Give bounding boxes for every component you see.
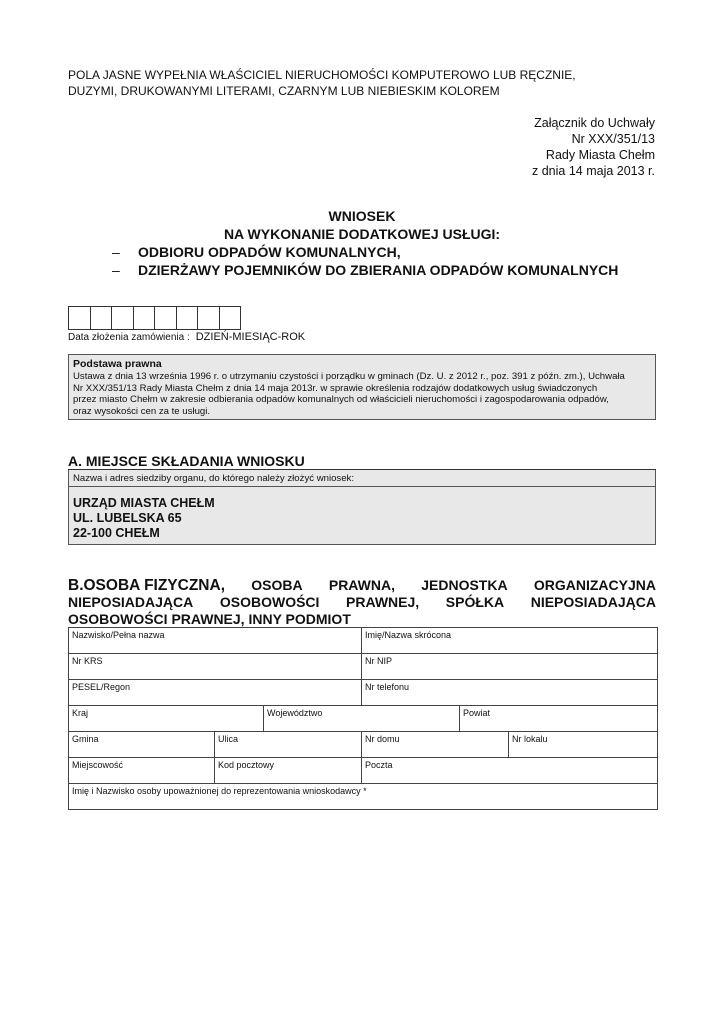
- field-label: Nr lokalu: [512, 734, 548, 744]
- table-row: [69, 706, 658, 732]
- office-address: [73, 496, 215, 541]
- table-row: [69, 628, 658, 654]
- section-b-word: PRAWNEJ,: [346, 594, 420, 610]
- annex-reference: [440, 115, 655, 179]
- date-digit-box[interactable]: [133, 306, 156, 330]
- field-label: Nr NIP: [365, 656, 393, 666]
- section-b-word: B.OSOBA FIZYCZNA,: [68, 577, 226, 594]
- order-date-boxes: [68, 306, 240, 330]
- section-a-label: Nazwa i adres siedziby organu, do którego należy złożyć wniosek:: [73, 473, 355, 484]
- field-label: Nr telefonu: [365, 682, 410, 692]
- annex-line: z dnia 14 maja 2013 r.: [532, 164, 655, 178]
- field-label: Imię i Nazwisko osoby upoważnionej do reprezentowania wnioskodawcy *: [72, 786, 367, 796]
- title-item-text: DZIERŻAWY POJEMNIKÓW DO ZBIERANIA ODPADÓW KOMUNALNYCH: [138, 262, 619, 278]
- annex-line: Rady Miasta Chełm: [545, 148, 655, 162]
- title-line-2: NA WYKONANIE DODATKOWEJ USŁUGI:: [223, 226, 501, 242]
- postal-code-field[interactable]: [215, 758, 362, 784]
- order-date-caption: Data złożenia zamówienia :: [68, 332, 190, 343]
- pesel-field[interactable]: [69, 680, 362, 706]
- instruction-line: DUZYMI, DRUKOWANYMI LITERAMI, CZARNYM LUB NIEBIESKIM KOLOREM: [68, 84, 500, 98]
- house-number-field[interactable]: [362, 732, 509, 758]
- section-b-title: [68, 577, 656, 628]
- date-digit-box[interactable]: [197, 306, 220, 330]
- commune-field[interactable]: [69, 732, 215, 758]
- address-line: 22-100 CHEŁM: [73, 526, 160, 540]
- legal-basis-box: [68, 354, 656, 420]
- field-label: Ulica: [218, 734, 239, 744]
- instruction-line: POLA JASNE WYPEŁNIA WŁAŚCICIEL NIERUCHOMOŚCI KOMPUTEROWO LUB RĘCZNIE,: [68, 68, 576, 82]
- town-field[interactable]: [69, 758, 215, 784]
- date-digit-box[interactable]: [154, 306, 177, 330]
- field-label: Miejscowość: [72, 760, 124, 770]
- annex-line: Załącznik do Uchwały: [534, 116, 655, 130]
- short-name-field[interactable]: [362, 628, 658, 654]
- order-date-format: DZIEŃ-MIESIĄC-ROK: [195, 331, 306, 343]
- street-field[interactable]: [215, 732, 362, 758]
- field-label: PESEL/Regon: [72, 682, 131, 692]
- section-b-title-line: [68, 577, 656, 594]
- order-date-label: [68, 331, 305, 343]
- nip-field[interactable]: [362, 654, 658, 680]
- field-label: Gmina: [72, 734, 99, 744]
- district-field[interactable]: [460, 706, 658, 732]
- dash-bullet: –: [112, 244, 120, 260]
- legal-basis-heading: Podstawa prawna: [73, 358, 162, 370]
- name-field[interactable]: [69, 628, 362, 654]
- voivodeship-field[interactable]: [264, 706, 460, 732]
- krs-field[interactable]: [69, 654, 362, 680]
- section-a-separator: [69, 486, 655, 487]
- title-item: [68, 243, 656, 261]
- table-row: [69, 784, 658, 810]
- date-digit-box[interactable]: [90, 306, 113, 330]
- legal-basis-line: Ustawa z dnia 13 września 1996 r. o utrzymaniu czystości i porządku w gminach (Dz. U. z 2012 r., poz. 391 z późn. zm.), Uchwała: [73, 371, 625, 382]
- title-line-1: WNIOSEK: [328, 208, 396, 224]
- table-row: [69, 758, 658, 784]
- country-field[interactable]: [69, 706, 264, 732]
- post-office-field[interactable]: [362, 758, 658, 784]
- section-b-word: SPÓŁKA: [445, 594, 505, 610]
- section-b-word: OSOBA: [251, 577, 303, 593]
- phone-field[interactable]: [362, 680, 658, 706]
- table-row: [69, 654, 658, 680]
- date-digit-box[interactable]: [176, 306, 199, 330]
- legal-basis-line: oraz wysokości cen za te usługi.: [73, 405, 211, 417]
- section-b-word: JEDNOSTKA: [421, 577, 508, 593]
- section-b-word: OSOBOWOŚCI: [219, 594, 320, 610]
- field-label: Kraj: [72, 708, 89, 718]
- field-label: Powiat: [463, 708, 491, 718]
- address-line: URZĄD MIASTA CHEŁM: [73, 496, 215, 510]
- representative-field[interactable]: [69, 784, 658, 810]
- section-b-word: NIEPOSIADAJĄCA: [68, 594, 194, 610]
- field-label: Poczta: [365, 760, 393, 770]
- table-row: [69, 680, 658, 706]
- section-a-box: [68, 470, 656, 545]
- section-b-word: NIEPOSIADAJĄCA: [530, 594, 656, 610]
- field-label: Nr domu: [365, 734, 400, 744]
- applicant-fields-table: [68, 627, 658, 810]
- section-b-title-line: OSOBOWOŚCI PRAWNEJ, INNY PODMIOT: [68, 611, 351, 627]
- flat-number-field[interactable]: [509, 732, 658, 758]
- date-digit-box[interactable]: [219, 306, 242, 330]
- fill-instructions: [68, 67, 668, 99]
- field-label: Województwo: [267, 708, 323, 718]
- date-digit-box[interactable]: [111, 306, 134, 330]
- table-row: [69, 732, 658, 758]
- form-title: [68, 207, 656, 279]
- address-line: UL. LUBELSKA 65: [73, 511, 182, 525]
- annex-line: Nr XXX/351/13: [571, 132, 655, 146]
- section-b-word: PRAWNA,: [328, 577, 395, 593]
- date-digit-box[interactable]: [68, 306, 91, 330]
- section-b-word: ORGANIZACYJNA: [533, 577, 656, 593]
- dash-bullet: –: [112, 262, 120, 278]
- section-a-title: A. MIEJSCE SKŁADANIA WNIOSKU: [68, 453, 305, 469]
- field-label: Kod pocztowy: [218, 760, 275, 770]
- field-label: Nazwisko/Pełna nazwa: [72, 630, 165, 640]
- field-label: Nr KRS: [72, 656, 103, 666]
- field-label: Imię/Nazwa skrócona: [365, 630, 452, 640]
- legal-basis-line: przez miasto Chełm w zakresie odbierania odpadów komunalnych od właścicieli nieruchomości i zagospodarowania odpadów,: [73, 394, 609, 405]
- legal-basis-line: Nr XXX/351/13 Rady Miasta Chełm z dnia 14 maja 2013r. w sprawie określenia rodzajów dodatkowych usług świadczonych: [73, 382, 598, 394]
- section-b-title-line: [68, 594, 656, 611]
- title-item-text: ODBIORU ODPADÓW KOMUNALNYCH,: [138, 244, 401, 260]
- title-item: [68, 261, 656, 279]
